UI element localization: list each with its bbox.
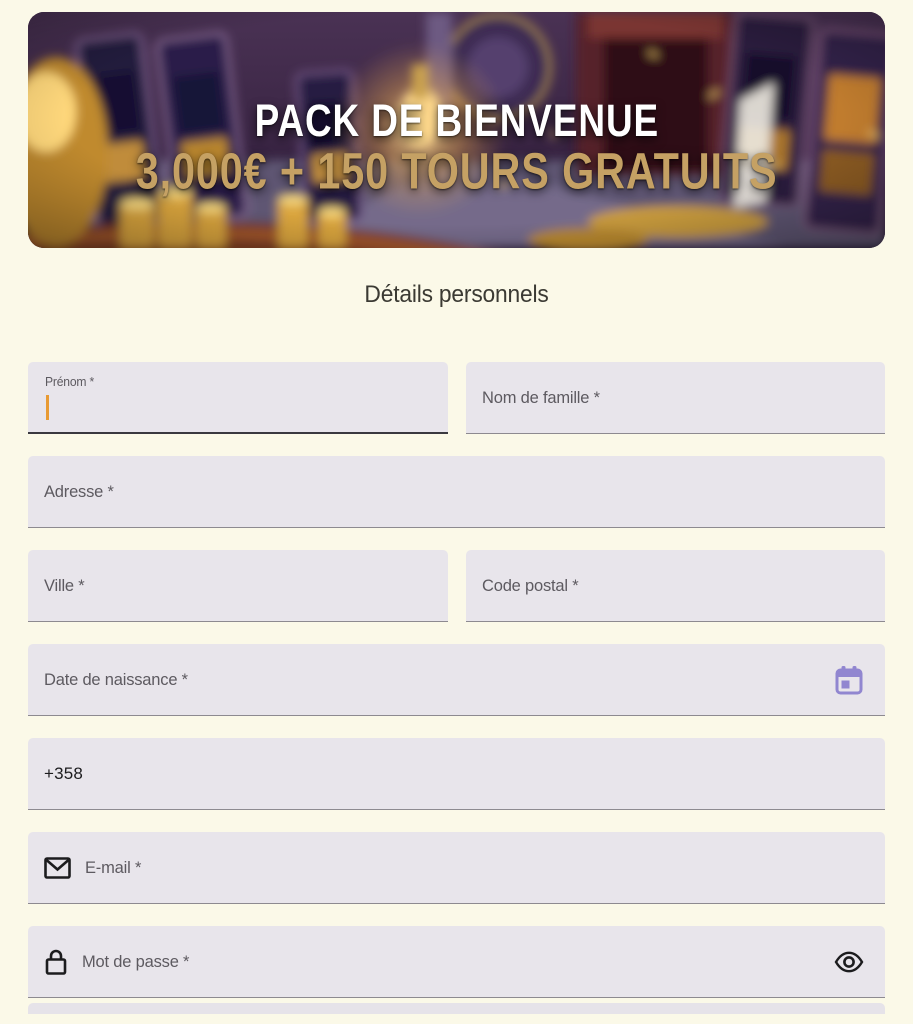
envelope-icon: [44, 857, 71, 879]
calendar-icon: [832, 663, 866, 697]
page-title: Détails personnels: [364, 281, 549, 308]
last-name-field[interactable]: [466, 362, 886, 434]
postal-code-field[interactable]: [466, 550, 886, 622]
calendar-button[interactable]: [827, 658, 871, 702]
birth-date-label: Date de naissance *: [44, 669, 188, 689]
password-field[interactable]: [28, 926, 885, 998]
email-field[interactable]: [28, 832, 885, 904]
phone-field[interactable]: [28, 738, 885, 810]
lock-icon: [44, 948, 68, 976]
city-label: Ville *: [44, 575, 85, 595]
banner-text: [28, 12, 885, 248]
password-label: Mot de passe *: [82, 951, 190, 971]
city-row: [28, 550, 885, 622]
first-name-field[interactable]: [28, 362, 448, 434]
toggle-password-visibility-button[interactable]: [827, 940, 871, 984]
welcome-banner: [28, 12, 885, 248]
phone-prefix-value: +358: [44, 763, 84, 783]
city-field[interactable]: [28, 550, 448, 622]
registration-form: [28, 362, 885, 998]
banner-subtitle: 3,000€ + 150 TOURS GRATUITS: [135, 141, 778, 200]
address-field[interactable]: [28, 456, 885, 528]
eye-icon: [834, 951, 864, 973]
name-row: [28, 362, 885, 434]
text-cursor: [46, 395, 49, 420]
postal-code-label: Code postal *: [481, 575, 578, 595]
email-label: E-mail *: [85, 857, 142, 877]
banner-title: PACK DE BIENVENUE: [254, 94, 659, 146]
next-field-partial[interactable]: [28, 1003, 885, 1014]
address-label: Adresse *: [44, 481, 114, 501]
birth-date-field[interactable]: [28, 644, 885, 716]
first-name-label: Prénom *: [45, 375, 95, 389]
last-name-label: Nom de famille *: [481, 387, 600, 407]
